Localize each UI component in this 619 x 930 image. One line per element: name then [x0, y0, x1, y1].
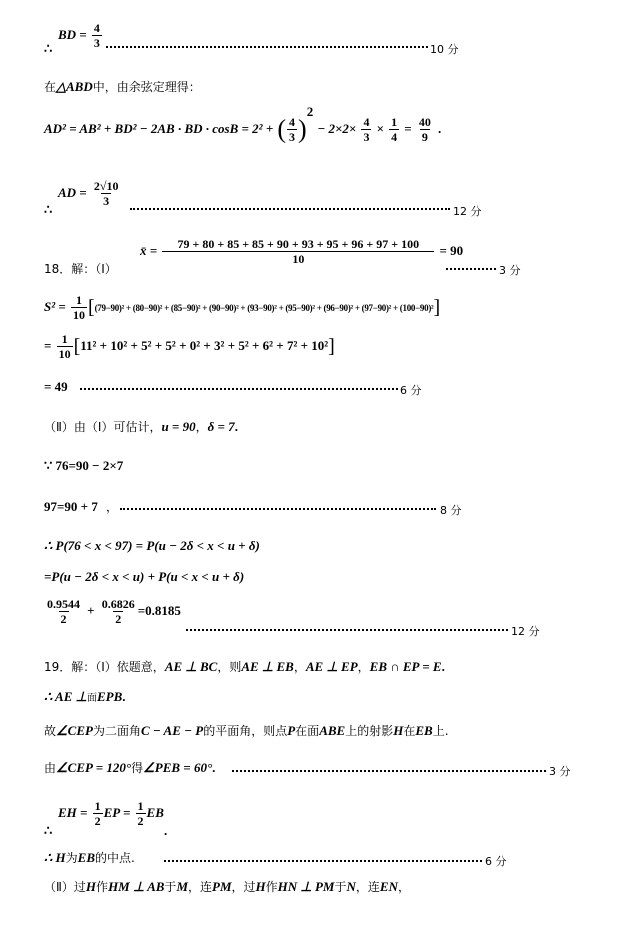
dot-leader — [164, 860, 482, 862]
therefore-symbol: ∴ — [44, 823, 53, 838]
line-probability-result: $\frac{0.9544}{2}$ + $\frac{0.6826}{2}$ =0.8185 — [47, 597, 181, 626]
dot-leader — [106, 46, 428, 48]
score-label: 8 分 — [440, 504, 462, 517]
line-dihedral-angle: 故∠CEP为二面角C − AE − P的平面角，则点P在面ABE上的射影H在EB上. — [44, 723, 449, 738]
line-eh-value: EH = $\frac{1}{2}$ EP = $\frac{1}{2}$ EB — [58, 799, 164, 828]
line-variance-expanded: = $\frac{1}{10}$ [11² + 10² + 5² + 5² + 0² + 3² + 5² + 6² + 7² + 10²] — [44, 332, 335, 361]
score-label: 3 分 — [499, 264, 521, 277]
problem-18-label: 18．解：（Ⅰ） — [44, 262, 117, 276]
line-ae-perp-plane: ∴ AE ⊥面EPB. — [44, 689, 126, 704]
line-estimate: （Ⅱ）由（Ⅰ）可估计，u = 90，δ = 7. — [44, 419, 238, 434]
bd-fraction: $\frac{4}{3}$ — [93, 21, 100, 50]
score-label: 12 分 — [511, 625, 540, 638]
triangle-abd: △ABD — [56, 79, 93, 94]
mean-fraction: $\frac{79 + 80 + 85 + 85 + 90 + 93 + 95 + 96 + 97 + 100}{10}$ — [162, 238, 434, 265]
ad-fraction: $\frac{2√10}{3}$ — [93, 179, 119, 208]
therefore-symbol: ∴ — [44, 41, 53, 56]
score-label: 10 分 — [430, 43, 459, 56]
line-angle-values: 由∠CEP = 120°得∠PEB = 60°. — [44, 760, 216, 775]
score-label: 6 分 — [485, 855, 507, 868]
line-probability-split: =P(u − 2δ < x < u) + P(u < x < u + δ) — [44, 569, 245, 584]
line-bd-value — [44, 22, 103, 49]
dot-leader — [120, 508, 436, 510]
line-midpoint: ∴ H为EB的中点. — [44, 850, 135, 865]
line-probability: ∴ P(76 < x < 97) = P(u − 2δ < x < u + δ) — [44, 538, 260, 553]
line-ad-squared: AD² = AB² + BD² − 2AB · BD · cosB = 2² + ( $\frac{4}{3}$ )$^2$ − 2×2× $\frac{4}{3}$ × $\frac{1}{4}$ = $\frac{40}{9}$ . — [44, 103, 442, 144]
line-lower-bound: ∵ 76=90 − 2×7 — [44, 458, 124, 473]
line-mean: x̄ = $\frac{79 + 80 + 85 + 85 + 90 + 93 + 95 + 96 + 97 + 100}{10}$ = 90 — [140, 237, 464, 266]
bd-lhs: BD = — [58, 27, 87, 42]
therefore-symbol: ∴ — [44, 202, 53, 217]
line-variance: S² = $\frac{1}{10}$ [(79−90)² + (80−90)² + (85−90)² + (90−90)² + (93−90)² + (95−90)² + (96−90)² + (97−90)² + (100−90)²] — [44, 293, 441, 322]
line-ad-value: AD = $\frac{2√10}{3}$ — [58, 179, 119, 208]
score-label: 12 分 — [453, 205, 482, 218]
dot-leader — [232, 770, 546, 772]
line-problem-19: 19．解：（Ⅰ）依题意，AE ⊥ BC，则AE ⊥ EB，AE ⊥ EP，EB ∩ EP = E. — [44, 659, 445, 674]
line-cosine-intro: 在△ABD中，由余弦定理得： — [44, 79, 201, 94]
paren-fraction: $\frac{4}{3}$ — [289, 115, 296, 144]
line-part-2: （Ⅱ）过H作HM ⊥ AB于M，连PM，过H作HN ⊥ PM于N，连EN， — [44, 879, 410, 894]
dot-leader — [186, 629, 508, 631]
score-label: 3 分 — [549, 765, 571, 778]
variance-result: = 49 — [44, 379, 68, 394]
line-upper-bound: 97=90 + 7 — [44, 499, 98, 514]
dot-leader — [130, 208, 450, 210]
score-label: 6 分 — [400, 384, 422, 397]
dot-leader — [80, 388, 398, 390]
dot-leader — [446, 268, 496, 270]
